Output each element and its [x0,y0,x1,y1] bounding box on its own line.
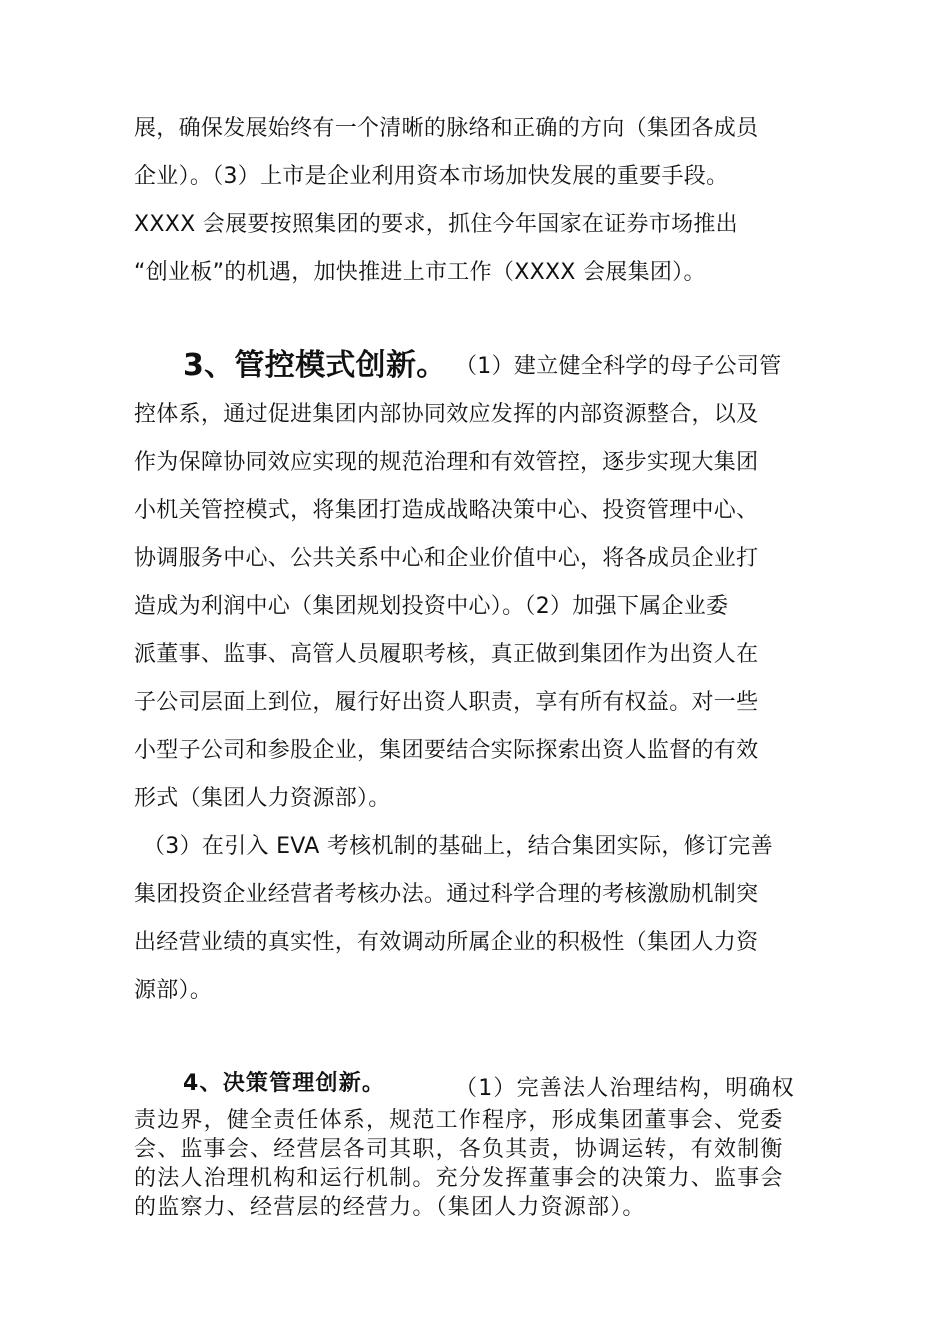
text-line: 的法人治理机构和运行机制。充分发挥董事会的决策力、监事会 [134,1166,784,1191]
text-line: 出经营业绩的真实性，有效调动所属企业的积极性（集团人力资 [134,930,759,955]
text-line: 协调服务中心、公共关系中心和企业价值中心，将各成员企业打 [134,546,759,571]
text-line: 派董事、监事、高管人员履职考核，真正做到集团作为出资人在 [134,642,759,667]
text-line: 的监察力、经营层的经营力。（集团人力资源部）。 [134,1195,646,1220]
text-line: XXXX 会展要按照集团的要求，抓住今年国家在证券市场推出 [134,212,738,237]
text-line: （1）建立健全科学的母子公司管 [455,354,782,379]
text-line: 形式（集团人力资源部）。 [134,786,391,811]
section-heading: 3、管控模式创新。 [183,348,447,383]
text-line: 会、监事会、经营层各司其职，各负其责，协调运转，有效制衡 [134,1137,784,1162]
text-line: 企业）。（3）上市是企业利用资本市场加快发展的重要手段。 [134,164,729,189]
text-line: 集团投资企业经营者考核办法。通过科学合理的考核激励机制突 [134,882,759,907]
text-line: “创业板”的机遇，加快推进上市工作（XXXX 会展集团）。 [134,260,706,285]
text-line: （3）在引入 EVA 考核机制的基础上，结合集团实际，修订完善 [143,834,773,859]
text-line: 作为保障协同效应实现的规范治理和有效管控，逐步实现大集团 [134,450,759,475]
text-line: 责边界，健全责任体系，规范工作程序，形成集团董事会、党委 [134,1108,784,1133]
text-line: 造成为利润中心（集团规划投资中心）。（2）加强下属企业委 [134,594,729,619]
text-line: 小型子公司和参股企业，集团要结合实际探索出资人监督的有效 [134,738,759,763]
text-line: 控体系，通过促进集团内部协同效应发挥的内部资源整合，以及 [134,402,759,427]
text-line: 源部）。 [134,978,213,1003]
text-line: 小机关管控模式，将集团打造成战略决策中心、投资管理中心、 [134,498,759,523]
section-heading: 4、决策管理创新。 [183,1071,386,1096]
text-line: 展，确保发展始终有一个清晰的脉络和正确的方向（集团各成员 [134,116,759,141]
text-line: （1）完善法人治理结构，明确权 [455,1076,795,1101]
text-line: 子公司层面上到位，履行好出资人职责，享有所有权益。对一些 [134,690,759,715]
